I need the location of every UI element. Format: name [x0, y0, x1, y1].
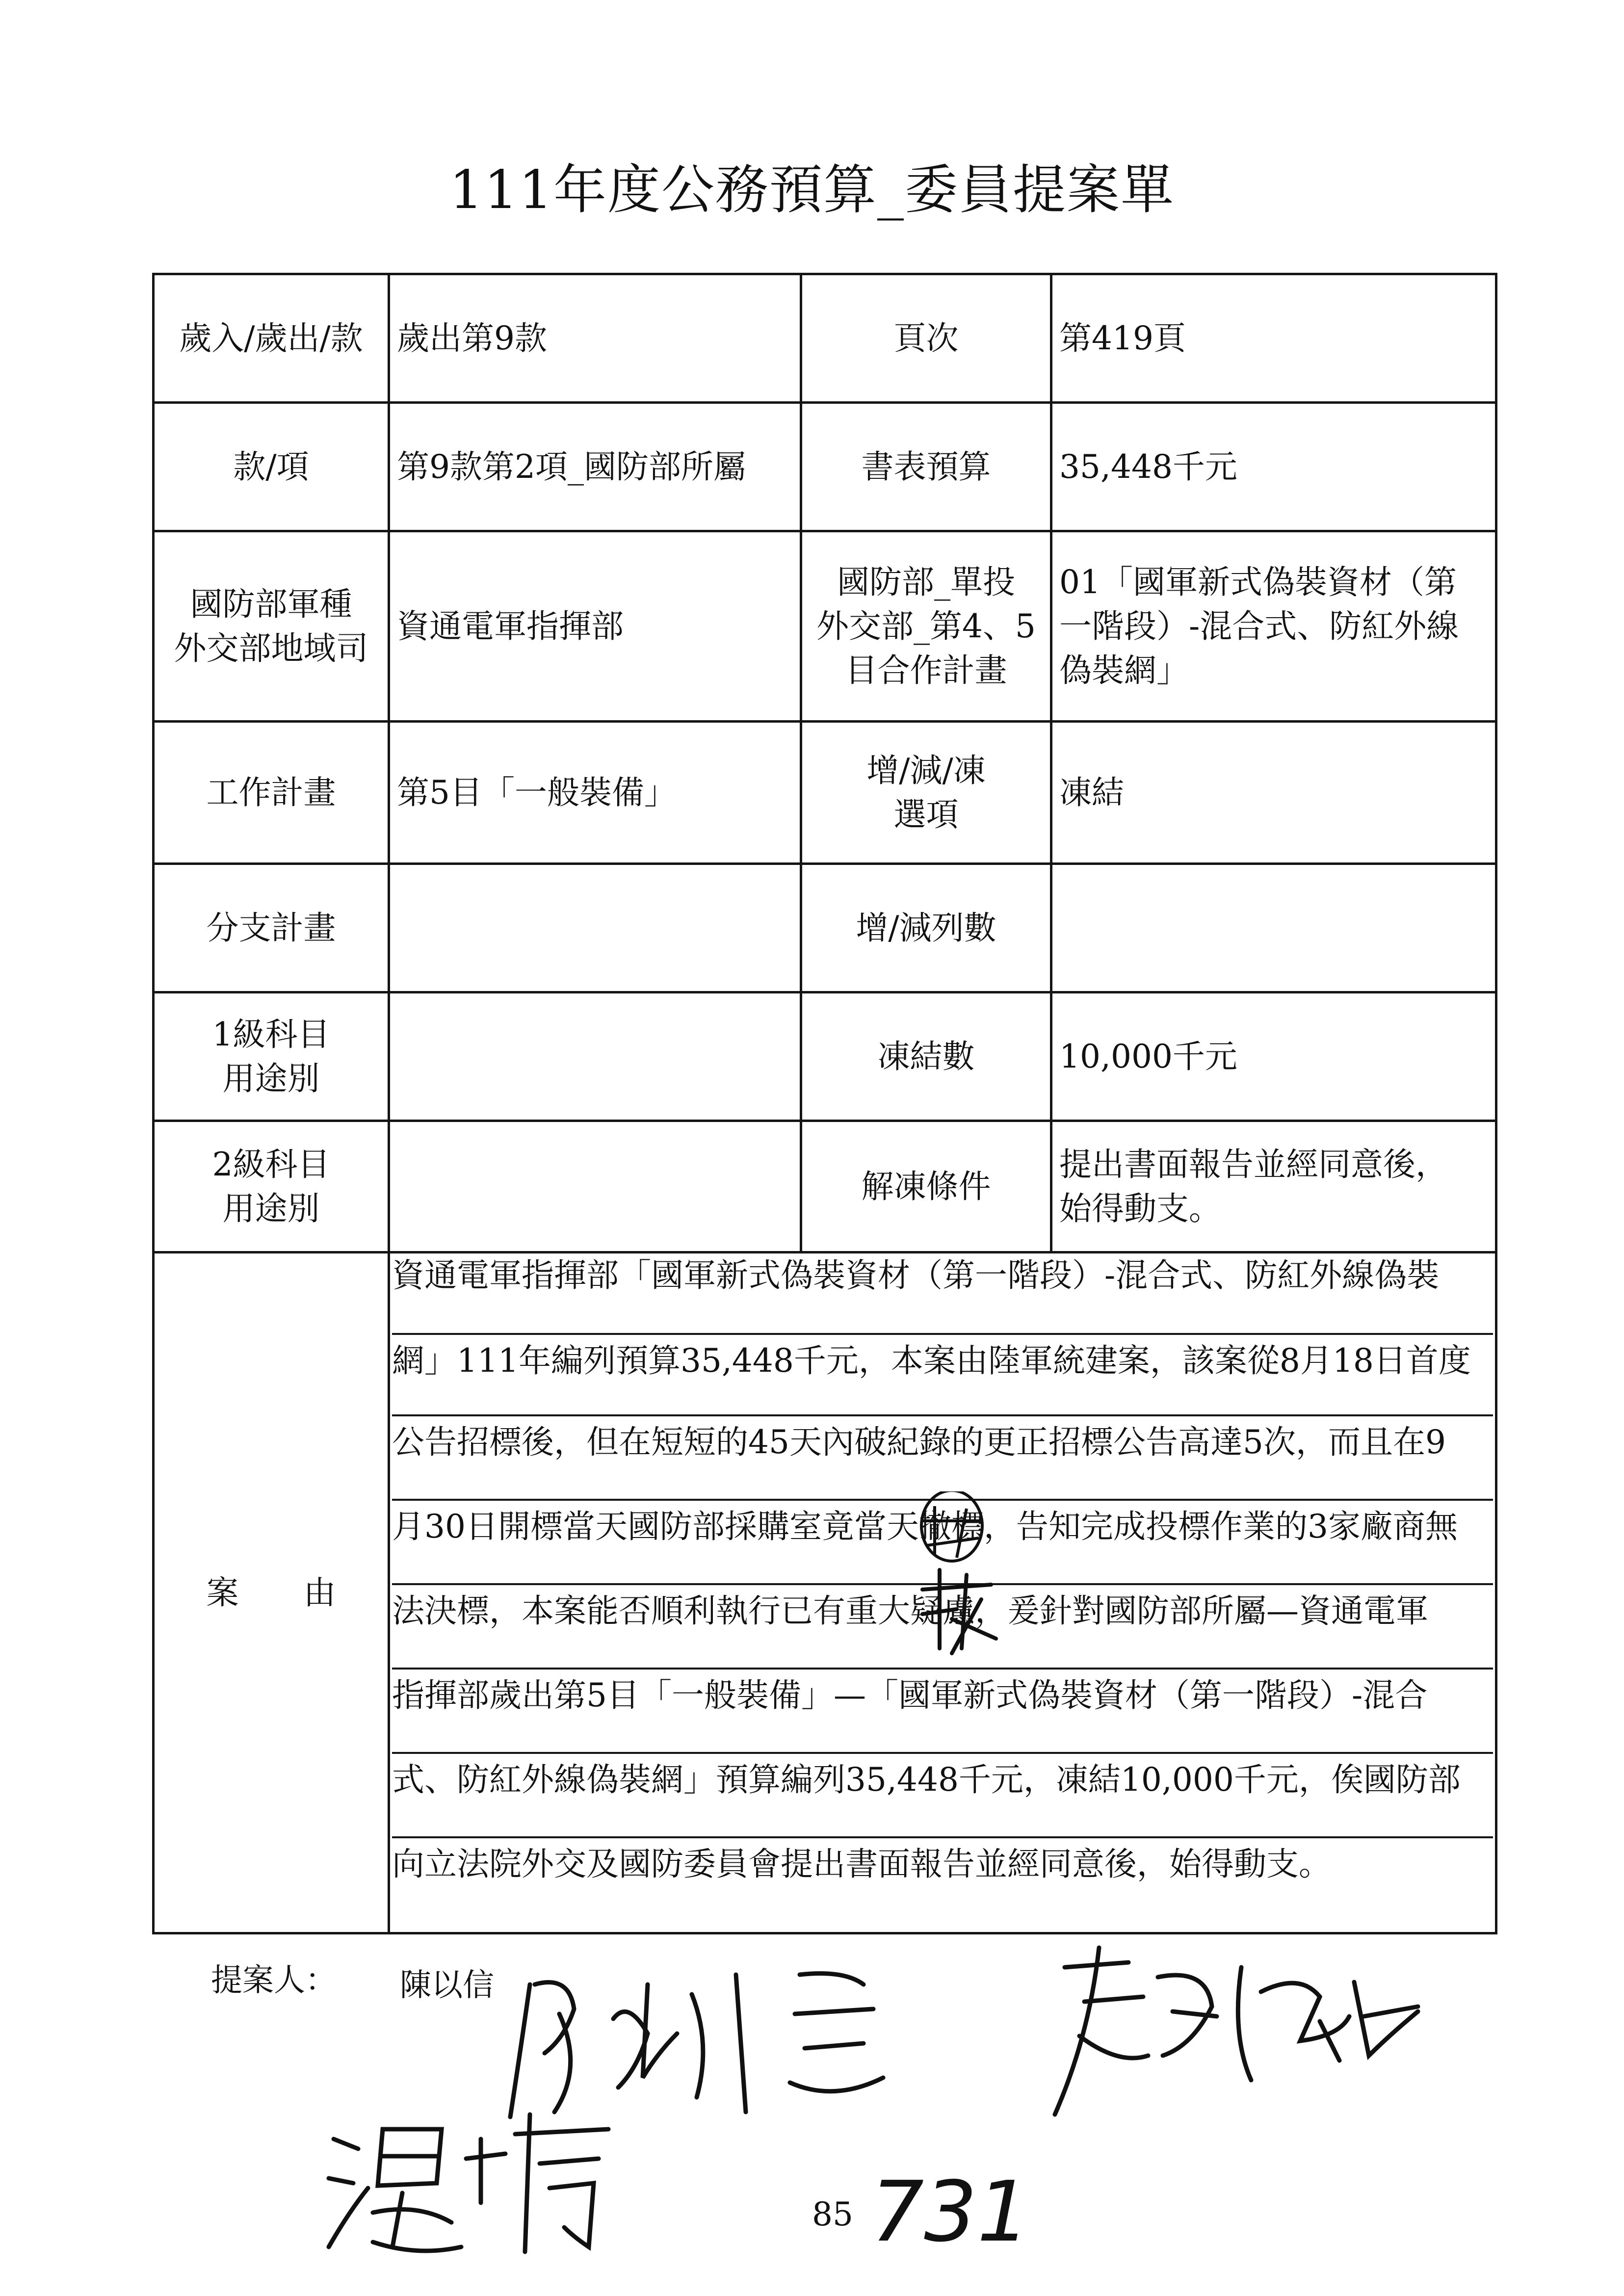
label-revenue-expenditure: 歲入/歲出/款: [154, 274, 389, 403]
label-level1-subject: [154, 992, 389, 1121]
label-line: 1級科目: [212, 1015, 330, 1053]
reason-line: 月30日開標當天國防部採購室竟當天撤標，告知完成投標作業的3家廠商無: [392, 1501, 1493, 1585]
reason-line: 法決標，本案能否順利執行已有重大疑慮，爰針對國防部所屬—資通電軍: [392, 1585, 1493, 1670]
value-level1-subject: [389, 992, 801, 1121]
value-line: 01「國軍新式偽裝資材（第: [1059, 563, 1457, 601]
label-line: 國防部軍種: [190, 585, 352, 623]
reason-line: 向立法院外交及國防委員會提出書面報告並經同意後，始得動支。: [392, 1845, 1331, 1883]
value-revenue-expenditure: 歲出第9款: [389, 274, 801, 403]
value-line: 一階段）-混合式、防紅外線: [1059, 607, 1459, 645]
form-row: [154, 864, 1496, 992]
label-page: 頁次: [801, 274, 1051, 403]
proposer-label: 提案人：: [211, 1962, 337, 1999]
value-level2-subject: [389, 1121, 801, 1252]
label-line: 外交部地域司: [174, 629, 368, 667]
value-work-plan: 第5目「一般裝備」: [389, 722, 801, 864]
handwritten-page-number: 731: [871, 2164, 1030, 2261]
proposer-name: 陳以信: [400, 1967, 494, 2004]
label-line: 外交部_第4、5: [816, 607, 1036, 645]
label-frozen-amount: 凍結數: [801, 992, 1051, 1121]
value-line: 提出書面報告並經同意後，: [1059, 1145, 1448, 1183]
proposal-form-table: [152, 273, 1497, 1934]
label-line: 增/減/凍: [866, 751, 986, 789]
form-row: [154, 531, 1496, 722]
label-reason: 案 由: [154, 1252, 389, 1933]
form-row-reason: [154, 1252, 1496, 1933]
value-page: 第419頁: [1051, 274, 1496, 403]
value-frozen-amount: 10,000千元: [1051, 992, 1496, 1121]
signature-1: [500, 1955, 922, 2122]
value-section-item: 第9款第2項_國防部所屬: [389, 403, 801, 531]
reason-line: 網」111年編列預算35,448千元，本案由陸軍統建案，該案從8月18日首度: [392, 1335, 1493, 1416]
form-row: [154, 274, 1496, 403]
label-adjust-option: [801, 722, 1051, 864]
value-project: [1051, 531, 1496, 722]
form-row: [154, 1121, 1496, 1252]
label-adjust-amount: 增/減列數: [801, 864, 1051, 992]
reason-line: 式、防紅外線偽裝網」預算編列35,448千元，凍結10,000千元，俟國防部: [392, 1754, 1493, 1838]
label-section-item: 款/項: [154, 403, 389, 531]
label-line: 用途別: [222, 1189, 320, 1227]
reason-line: 公告招標後，但在短短的45天內破紀錄的更正招標公告高達5次，而且在9: [392, 1416, 1493, 1501]
form-row: [154, 403, 1496, 531]
form-row: [154, 992, 1496, 1121]
label-unfreeze-condition: 解凍條件: [801, 1121, 1051, 1252]
label-line: 國防部_單投: [837, 563, 1015, 601]
label-work-plan: 工作計畫: [154, 722, 389, 864]
label-line: 目合作計畫: [845, 651, 1007, 689]
label-level2-subject: [154, 1121, 389, 1252]
label-budget: 書表預算: [801, 403, 1051, 531]
label-line: 選項: [893, 795, 959, 834]
value-budget: 35,448千元: [1051, 403, 1496, 531]
label-branch-plan: 分支計畫: [154, 864, 389, 992]
correction-stamp: [893, 1491, 1021, 1658]
value-adjust-amount: [1051, 864, 1496, 992]
value-unfreeze-condition: [1051, 1121, 1496, 1252]
form-title: 111年度公務預算_委員提案單: [449, 159, 1175, 221]
reason-line: 資通電軍指揮部「國軍新式偽裝資材（第一階段）-混合式、防紅外線偽裝: [392, 1253, 1493, 1335]
label-military-branch: [154, 531, 389, 722]
label-project: [801, 531, 1051, 722]
signature-3: [319, 2100, 623, 2262]
value-line: 始得動支。: [1059, 1189, 1221, 1227]
value-military-branch: 資通電軍指揮部: [389, 531, 801, 722]
value-line: 偽裝網」: [1059, 651, 1189, 689]
reason-line: 指揮部歲出第5目「一般裝備」—「國軍新式偽裝資材（第一階段）-混合: [392, 1670, 1493, 1754]
form-row: [154, 722, 1496, 864]
label-line: 用途別: [222, 1059, 320, 1097]
signature-2: [1045, 1938, 1428, 2124]
label-line: 2級科目: [212, 1145, 330, 1183]
page-number: 85: [812, 2195, 853, 2233]
value-branch-plan: [389, 864, 801, 992]
value-adjust-option: 凍結: [1051, 722, 1496, 864]
